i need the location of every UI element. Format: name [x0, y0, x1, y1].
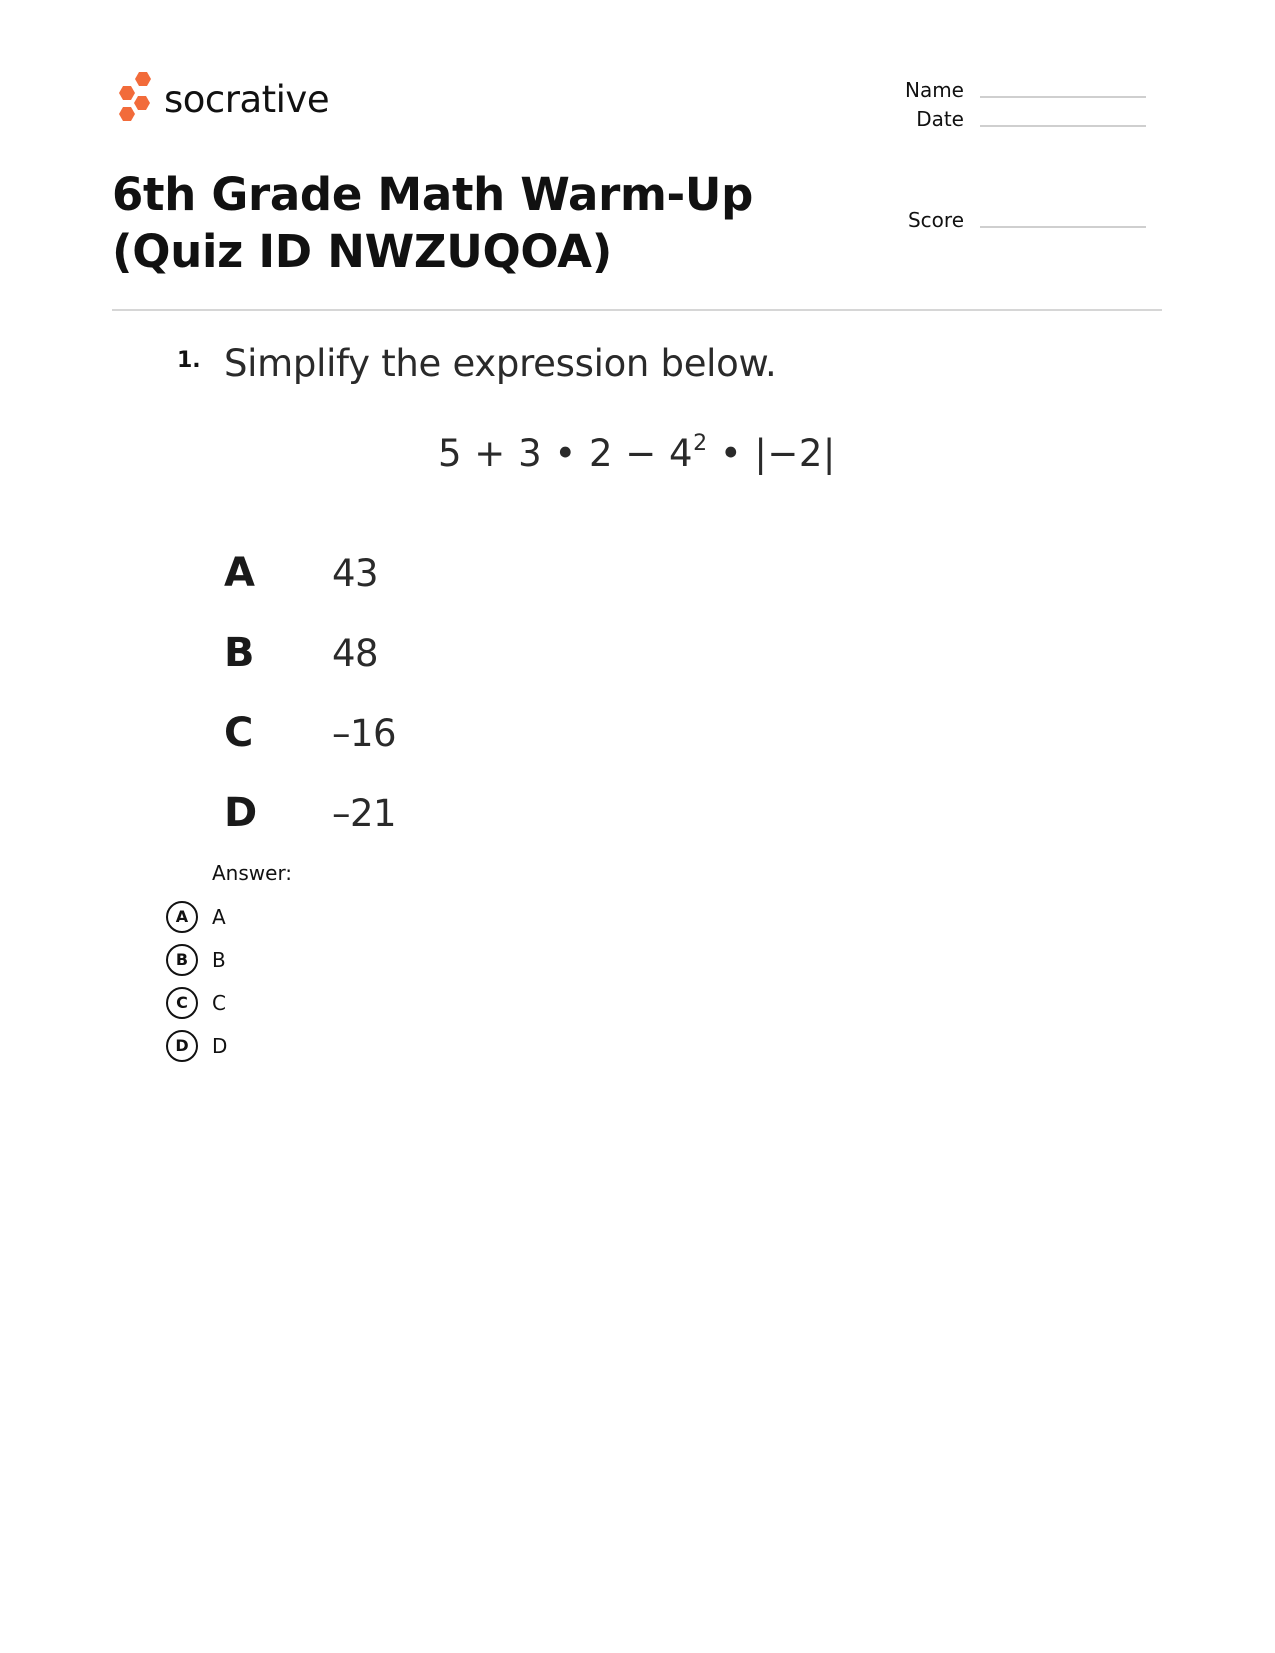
score-field[interactable]	[860, 210, 1146, 230]
expression-exponent: 2	[693, 431, 708, 456]
answer-choice-label: D	[212, 1033, 228, 1058]
answer-choice-label: A	[212, 904, 226, 929]
question-prompt: Simplify the expression below.	[224, 342, 777, 385]
bubble-b-icon[interactable]: B	[166, 944, 198, 976]
option-letter: D	[224, 790, 258, 836]
expression-base: 5 + 3 • 2 − 4	[438, 432, 694, 475]
name-label: Name	[904, 78, 964, 102]
option-value: –16	[332, 711, 397, 755]
option-list	[224, 530, 396, 856]
header-divider	[112, 309, 1162, 311]
bubble-d-icon[interactable]: D	[166, 1030, 198, 1062]
bubble-c-icon[interactable]: C	[166, 987, 198, 1019]
option-value: 48	[332, 631, 379, 675]
page-title: 6th Grade Math Warm-Up (Quiz ID NWZUQOA)	[112, 168, 754, 278]
score-blank-line[interactable]	[980, 226, 1146, 228]
option-letter: C	[224, 710, 254, 756]
date-field[interactable]	[860, 109, 1146, 129]
expression-tail: • |−2|	[707, 432, 836, 475]
answer-choice-d[interactable]	[166, 1024, 227, 1067]
socrative-logo	[110, 72, 329, 124]
option-value: 43	[332, 551, 379, 595]
option-letter: B	[224, 630, 255, 676]
option-value: –21	[332, 791, 397, 835]
answer-choice-c[interactable]	[166, 981, 227, 1024]
date-label: Date	[916, 107, 964, 131]
option-b	[224, 610, 396, 696]
answer-choice-label: C	[212, 990, 226, 1015]
answer-label: Answer:	[212, 861, 293, 885]
option-letter: A	[224, 550, 255, 596]
answer-choice-a[interactable]	[166, 895, 227, 938]
question-number: 1.	[177, 348, 201, 373]
option-c	[224, 690, 396, 776]
answer-choice-b[interactable]	[166, 938, 227, 981]
math-expression	[438, 432, 836, 475]
answer-choices	[166, 895, 227, 1067]
option-d	[224, 770, 396, 856]
name-blank-line[interactable]	[980, 96, 1146, 98]
bubble-a-icon[interactable]: A	[166, 901, 198, 933]
name-field[interactable]	[860, 80, 1146, 100]
option-a	[224, 530, 396, 616]
brand-name: socrative	[164, 77, 330, 121]
answer-choice-label: B	[212, 947, 226, 972]
date-blank-line[interactable]	[980, 125, 1146, 127]
hexagon-logo-icon	[110, 72, 152, 124]
score-label: Score	[907, 208, 964, 232]
